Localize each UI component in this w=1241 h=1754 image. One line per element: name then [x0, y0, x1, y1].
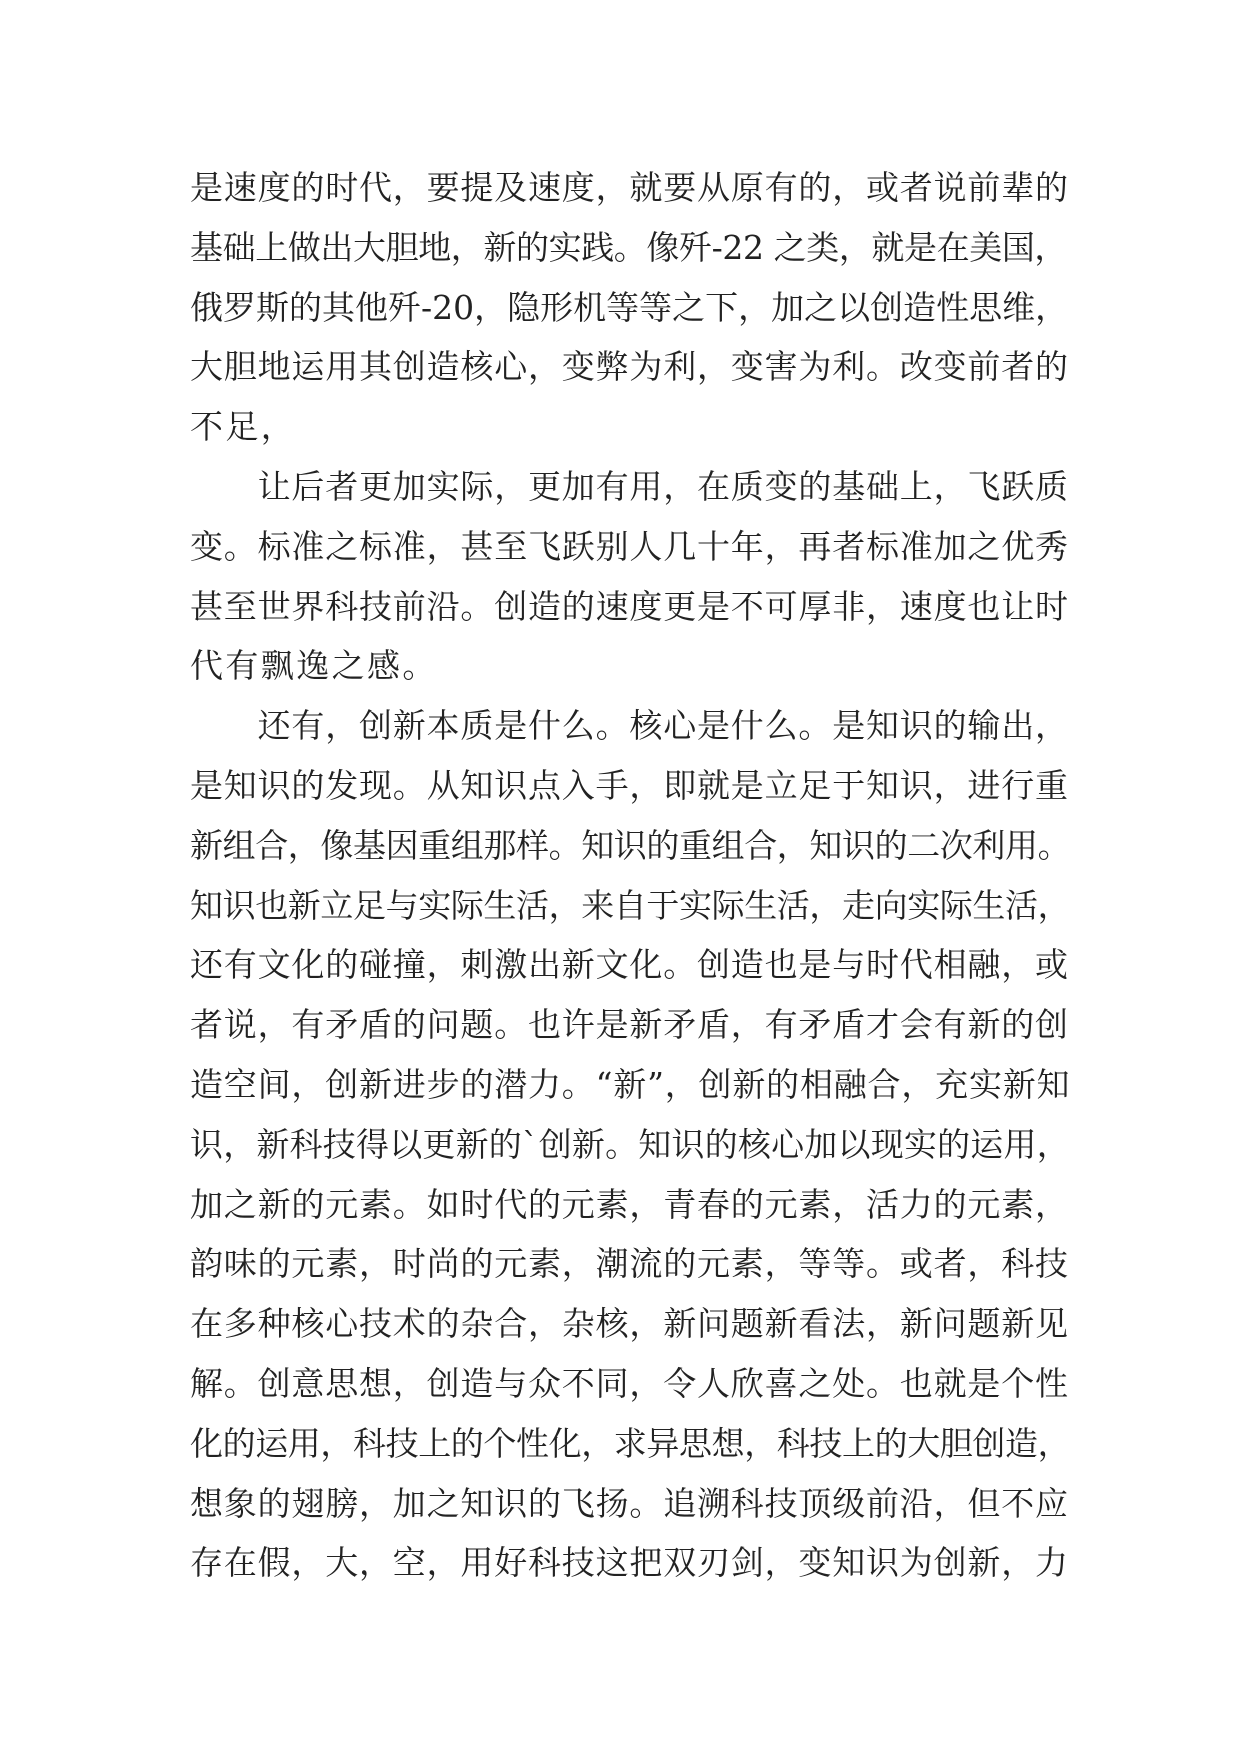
text-line: 解。创意思想，创造与众不同，令人欣喜之处。也就是个性 — [190, 1363, 1069, 1403]
text-line: 在多种核心技术的杂合，杂核，新问题新看法，新问题新见 — [190, 1304, 1069, 1344]
text-line: 新组合，像基因重组那样。知识的重组合，知识的二次利用。 — [190, 825, 1071, 865]
text-line: 识，新科技得以更新的`创新。知识的核心加以现实的运用， — [190, 1124, 1070, 1164]
text-line: 知识也新立足与实际生活，来自于实际生活，走向实际生活， — [190, 885, 1071, 925]
text-line: 甚至世界科技前沿。创造的速度更是不可厚非，速度也让时 — [190, 586, 1069, 626]
text-line: 代有飘逸之感。 — [190, 646, 438, 686]
text-line: 还有，创新本质是什么。核心是什么。是知识的输出， — [190, 706, 1069, 746]
text-line: 造空间，创新进步的潜力。“新”，创新的相融合，充实新知 — [190, 1064, 1071, 1104]
text-line: 俄罗斯的其他歼-20，隐形机等等之下，加之以创造性思维， — [190, 287, 1069, 327]
text-line: 加之新的元素。如时代的元素，青春的元素，活力的元素， — [190, 1184, 1069, 1224]
text-line: 是速度的时代，要提及速度，就要从原有的，或者说前辈的 — [190, 168, 1069, 207]
text-line: 让后者更加实际，更加有用，在质变的基础上，飞跃质 — [190, 466, 1069, 506]
text-line: 大胆地运用其创造核心，变弊为利，变害为利。改变前者的 — [190, 347, 1069, 387]
text-line: 化的运用，科技上的个性化，求异思想，科技上的大胆创造， — [190, 1423, 1071, 1463]
text-line: 韵味的元素，时尚的元素，潮流的元素，等等。或者，科技 — [190, 1244, 1069, 1284]
body-text — [190, 158, 1070, 1593]
text-line: 变。标准之标准，甚至飞跃别人几十年，再者标准加之优秀 — [190, 526, 1069, 566]
text-line: 存在假，大，空，用好科技这把双刃剑，变知识为创新，力 — [190, 1543, 1069, 1583]
text-line: 还有文化的碰撞，刺激出新文化。创造也是与时代相融，或 — [190, 945, 1069, 985]
text-line: 是知识的发现。从知识点入手，即就是立足于知识，进行重 — [190, 765, 1069, 805]
text-line: 者说，有矛盾的问题。也许是新矛盾，有矛盾才会有新的创 — [190, 1005, 1069, 1045]
text-line: 不足， — [190, 407, 297, 447]
text-line: 基础上做出大胆地，新的实践。像歼-22 之类，就是在美国， — [190, 227, 1068, 267]
text-line: 想象的翅膀，加之知识的飞扬。追溯科技顶级前沿，但不应 — [190, 1483, 1069, 1523]
